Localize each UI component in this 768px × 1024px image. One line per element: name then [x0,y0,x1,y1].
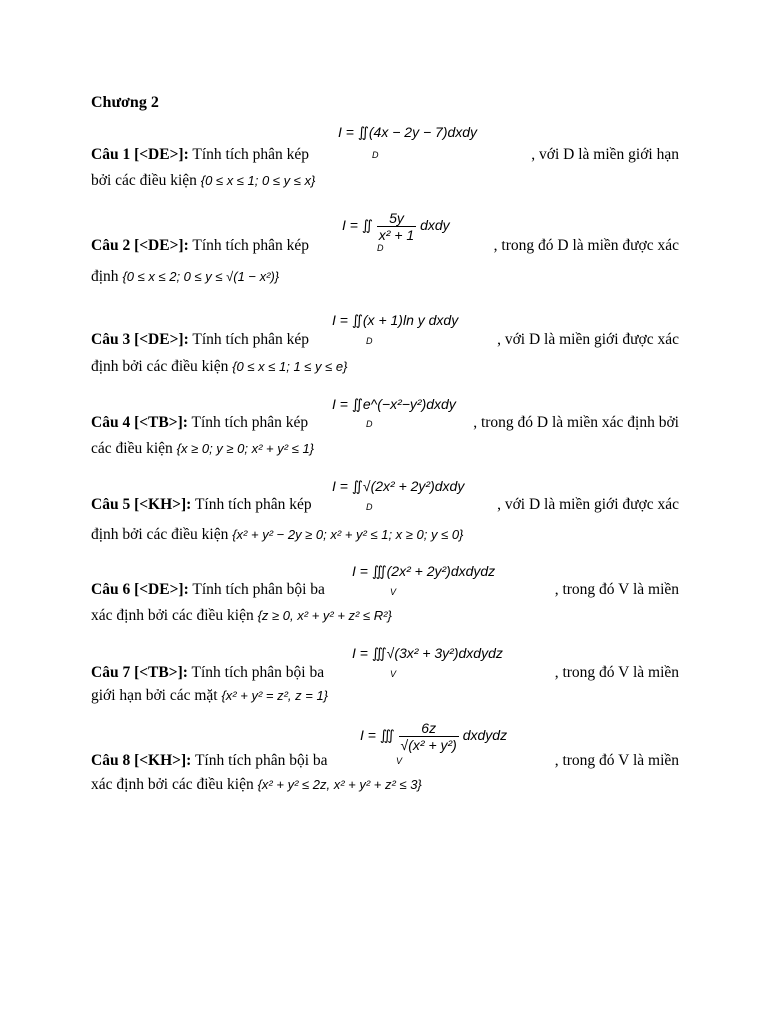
q4-formula: I = ∬e^(−x²−y²)dxdy [332,396,456,412]
q2-text: Tính tích phân kép [192,237,310,254]
q7-label: Câu 7 [<TB>]: [91,664,188,681]
q3-line2 [91,358,679,376]
q6-condition: {z ≥ 0, x² + y² + z² ≤ R²} [257,608,392,623]
q4-condition: {x ≥ 0; y ≥ 0; x² + y² ≤ 1} [176,441,315,456]
q8-text: Tính tích phân bội ba [194,752,328,769]
q5-line2-text: định bởi các điều kiện [91,526,229,543]
q5-label: Câu 5 [<KH>]: [91,496,192,513]
q6-line2 [91,607,679,625]
q2-condition: {0 ≤ x ≤ 2; 0 ≤ y ≤ √(1 − x²)} [122,269,280,284]
q6-line2-text: xác định bởi các điều kiện [91,607,254,624]
q2-numerator: 5y [377,210,416,227]
q5-domain-subscript: D [366,502,373,512]
q1-formula: I = ∬(4x − 2y − 7)dxdy [338,124,478,140]
q8-tail: , trong đó V là miền [554,752,679,769]
q4-label: Câu 4 [<TB>]: [91,414,188,431]
q7-condition: {x² + y² = z², z = 1} [221,688,329,703]
q1-label: Câu 1 [<DE>]: [91,146,189,163]
q8-formula-rhs: dxdydz [462,727,508,744]
q3-formula: I = ∬(x + 1)ln y dxdy [332,312,459,328]
q4-text: Tính tích phân kép [191,414,309,431]
q2-denominator: x² + 1 [378,227,415,243]
q4-line2-text: các điều kiện [91,440,173,457]
q6-label: Câu 6 [<DE>]: [91,581,189,598]
q8-label: Câu 8 [<KH>]: [91,752,192,769]
q3-line2-text: định bởi các điều kiện [91,358,229,375]
q5-formula: I = ∬√(2x² + 2y²)dxdy [332,478,465,494]
q8-formula [360,720,507,753]
q2-line2 [91,268,679,286]
q8-line2 [91,776,679,794]
q7-formula: I = ∭√(3x² + 3y²)dxdydz [352,645,503,661]
q1-domain-subscript: D [372,150,379,160]
q3-domain-subscript: D [366,336,373,346]
q2-formula-lhs: I = ∬ [342,217,373,234]
q6-text: Tính tích phân bội ba [192,581,325,598]
q7-domain-subscript: V [390,669,397,679]
q5-text: Tính tích phân kép [194,496,312,513]
q8-line2-text: xác định bởi các điều kiện [91,776,254,793]
q5-line1 [91,496,679,514]
q5-line2 [91,526,679,544]
q8-condition: {x² + y² ≤ 2z, x² + y² + z² ≤ 3} [257,777,422,792]
q7-line1 [91,664,679,682]
q1-text: Tính tích phân kép [192,146,310,163]
q1-tail: , với D là miền giới hạn [531,146,679,163]
q4-tail: , trong đó D là miền xác định bởi [473,414,679,431]
q8-domain-subscript: V [396,756,403,766]
q3-text: Tính tích phân kép [192,331,310,348]
q5-tail: , với D là miền giới được xác [497,496,679,513]
q1-line1 [91,146,679,164]
q7-line2-text: giới hạn bởi các mặt [91,687,218,704]
q7-line2 [91,687,679,705]
q2-domain-subscript: D [377,243,384,253]
q3-label: Câu 3 [<DE>]: [91,331,189,348]
q7-text: Tính tích phân bội ba [191,664,325,681]
q8-denominator: √(x² + y²) [400,737,457,753]
q8-formula-lhs: I = ∭ [360,727,395,744]
q1-line2 [91,172,679,190]
q2-line2-text: định [91,268,119,285]
q8-fraction [399,720,459,753]
q6-tail: , trong đó V là miền [554,581,679,598]
q2-tail: , trong đó D là miền được xác [493,237,679,254]
q6-formula: I = ∭(2x² + 2y²)dxdydz [352,563,496,579]
q3-tail: , với D là miền giới được xác [497,331,679,348]
q3-line1 [91,331,679,349]
q5-condition: {x² + y² − 2y ≥ 0; x² + y² ≤ 1; x ≥ 0; y ≤ 0} [232,527,464,542]
q1-condition: {0 ≤ x ≤ 1; 0 ≤ y ≤ x} [200,173,316,188]
q3-condition: {0 ≤ x ≤ 1; 1 ≤ y ≤ e} [232,359,348,374]
q4-domain-subscript: D [366,419,373,429]
q2-line1 [91,237,679,255]
q6-line1 [91,581,679,599]
q2-label: Câu 2 [<DE>]: [91,237,189,254]
q4-line1 [91,414,679,432]
q4-line2 [91,440,679,458]
q2-formula-rhs: dxdy [420,217,450,234]
chapter-title: Chương 2 [91,94,159,111]
q7-tail: , trong đó V là miền [554,664,679,681]
q6-domain-subscript: V [390,587,397,597]
q1-line2-text: bởi các điều kiện [91,172,197,189]
q8-numerator: 6z [399,720,459,737]
q8-line1 [91,752,679,770]
